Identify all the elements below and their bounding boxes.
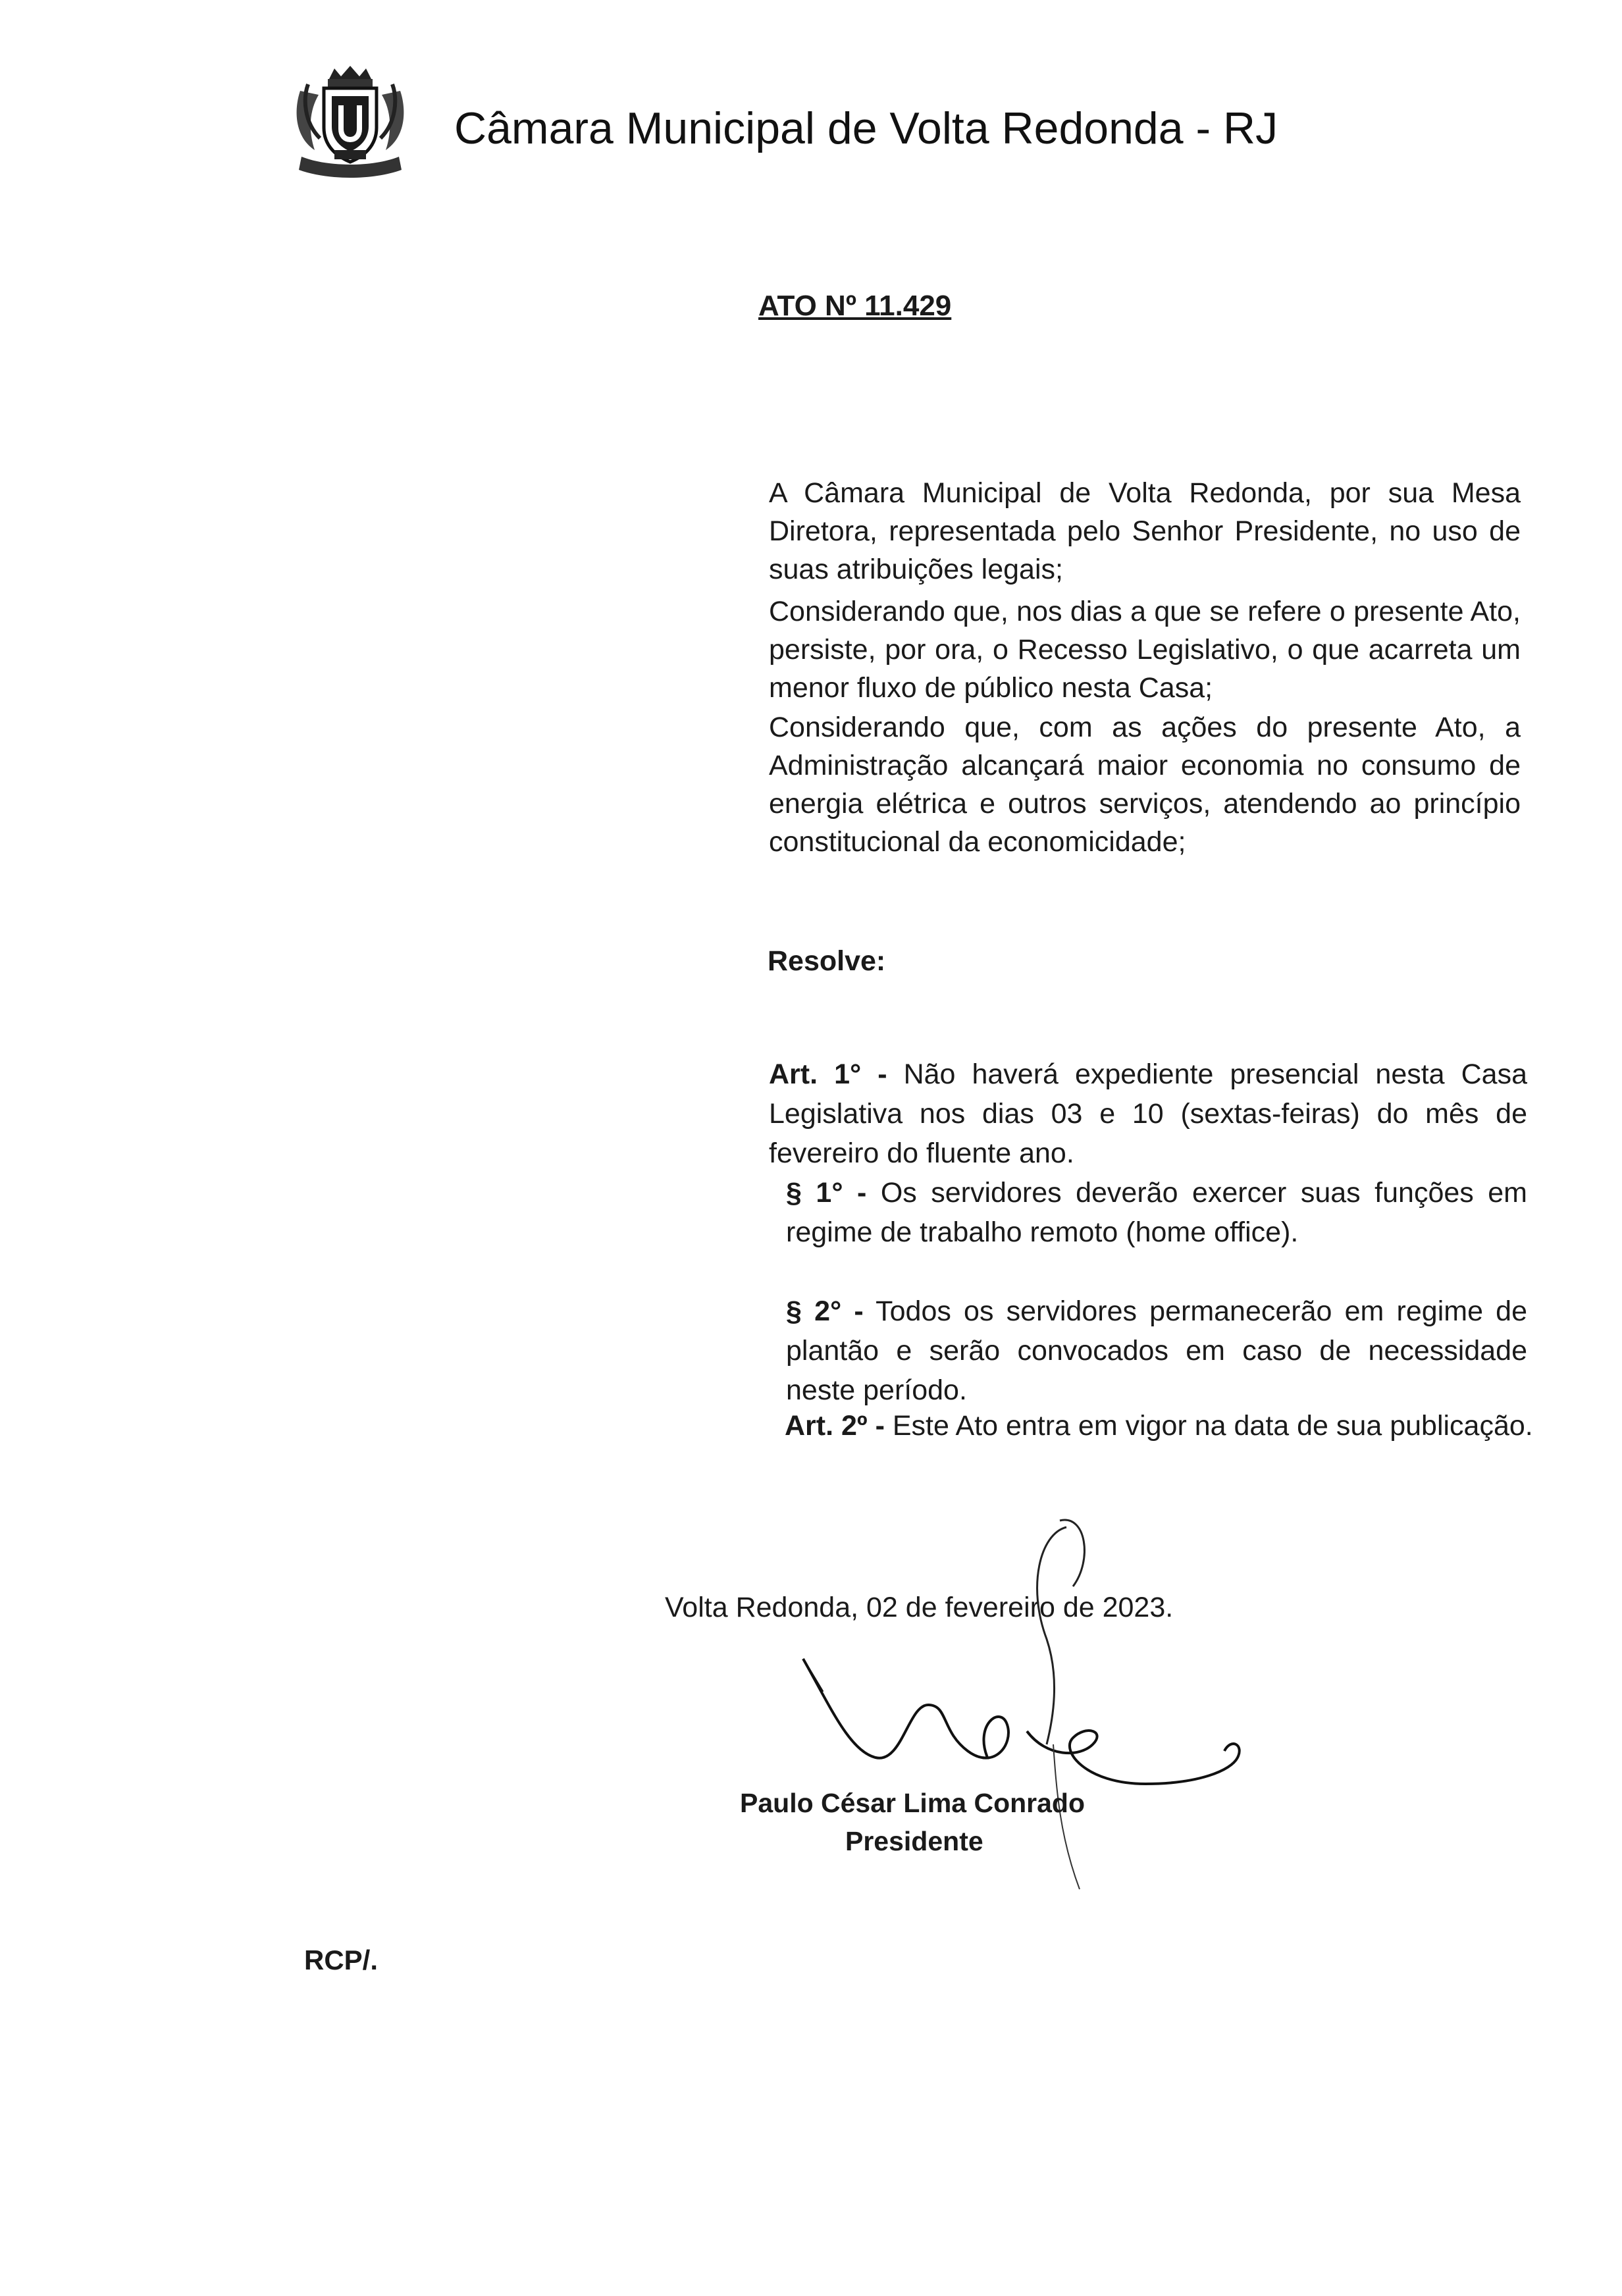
article-1-label: Art. 1° - xyxy=(769,1058,887,1090)
header-title: Câmara Municipal de Volta Redonda - RJ xyxy=(454,103,1278,153)
act-title: ATO Nº 11.429 xyxy=(758,290,952,322)
article-2-text: Este Ato entra em vigor na data de sua publicação. xyxy=(892,1410,1533,1442)
date-line: Volta Redonda, 02 de fevereiro de 2023. xyxy=(665,1592,1174,1623)
preamble-paragraph-3 xyxy=(296,708,1521,861)
article-2-label: Art. 2º - xyxy=(785,1410,885,1442)
signatory-role: Presidente xyxy=(845,1826,983,1856)
coat-of-arms-icon xyxy=(288,65,412,180)
reference-initials: RCP/. xyxy=(304,1944,379,1975)
paragraph-2-text: Todos os servidores permanecerão em regime de plantão e serão convocados em caso de necessidade neste período. xyxy=(786,1295,1527,1406)
article-1 xyxy=(296,1055,1527,1173)
preamble-text-3: Considerando que, com as ações do presente Ato, a Administração alcançará maior economia no consumo de energia elétrica e outros serviços, atendendo ao princípio constitucional da economicidade; xyxy=(769,712,1521,858)
signatory-name: Paulo César Lima Conrado xyxy=(740,1788,1086,1818)
resolve-label: Resolve: xyxy=(768,945,886,977)
preamble-paragraph-2 xyxy=(296,592,1521,707)
paragraph-1 xyxy=(296,1173,1527,1252)
paragraph-1-text: Os servidores deverão exercer suas funções em regime de trabalho remoto (home office). xyxy=(786,1177,1527,1248)
paragraph-2-label: § 2° - xyxy=(786,1295,864,1327)
preamble-text-1: A Câmara Municipal de Volta Redonda, por sua Mesa Diretora, representada pelo Senhor Presidente, no uso de suas atribuições legais; xyxy=(769,477,1521,585)
article-2 xyxy=(785,1406,1533,1446)
preamble-paragraph-1 xyxy=(296,474,1521,588)
article-1-text: Não haverá expediente presencial nesta Casa Legislativa nos dias 03 e 10 (sextas-feiras) do mês de fevereiro do fluente ano. xyxy=(769,1058,1527,1169)
preamble-text-2: Considerando que, nos dias a que se refere o presente Ato, persiste, por ora, o Recesso Legislativo, o que acarreta um menor fluxo de público nesta Casa; xyxy=(769,596,1521,704)
paragraph-1-label: § 1° - xyxy=(786,1177,867,1209)
paragraph-2 xyxy=(296,1292,1527,1410)
